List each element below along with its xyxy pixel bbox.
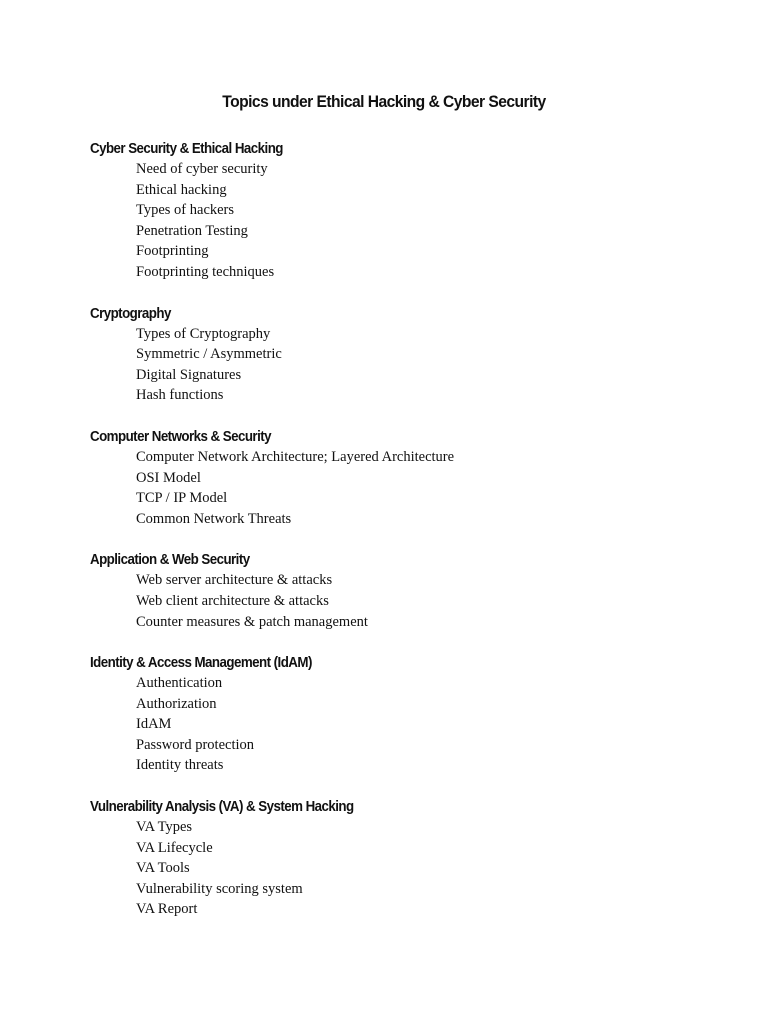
section-vulnerability-analysis <box>90 797 730 920</box>
section-heading: Application & Web Security <box>90 552 250 569</box>
list-item: Need of cyber security <box>136 161 268 177</box>
section-heading: Vulnerability Analysis (VA) & System Hacking <box>90 799 354 816</box>
list-item: Password protection <box>136 736 254 753</box>
list-item: Identity threats <box>136 757 224 774</box>
section-heading: Computer Networks & Security <box>90 428 271 445</box>
page-title: Topics under Ethical Hacking & Cyber Security <box>222 92 546 111</box>
list-item: Counter measures & patch management <box>136 613 368 630</box>
list-item: Digital Signatures <box>136 366 242 383</box>
list-item: Hash functions <box>136 387 224 404</box>
list-item: IdAM <box>136 716 172 733</box>
list-item: Footprinting techniques <box>136 263 275 280</box>
list-item: OSI Model <box>136 469 201 486</box>
list-item: Common Network Threats <box>136 510 292 527</box>
list-item: Symmetric / Asymmetric <box>136 346 282 363</box>
list-item: Footprinting <box>136 243 209 260</box>
section-identity-access <box>90 653 730 776</box>
list-item: Penetration Testing <box>136 222 248 239</box>
list-item: Authorization <box>136 695 217 712</box>
list-item: VA Tools <box>136 860 190 877</box>
list-item: VA Lifecycle <box>136 839 213 856</box>
list-item: Computer Network Architecture; Layered Architecture <box>136 448 455 465</box>
section-cryptography <box>90 304 730 406</box>
section-cyber-security <box>90 139 730 283</box>
list-item: Vulnerability scoring system <box>136 880 303 897</box>
topic-sections <box>90 139 730 941</box>
topic-list <box>90 159 730 283</box>
topic-list <box>90 570 730 632</box>
topic-list <box>90 673 730 776</box>
list-item: Ethical hacking <box>136 181 227 198</box>
list-item: Types of hackers <box>136 202 235 219</box>
list-item: Web client architecture & attacks <box>136 592 329 609</box>
list-item: Authentication <box>136 675 223 692</box>
topic-list <box>90 324 730 406</box>
topic-list <box>90 817 730 920</box>
list-item: VA Types <box>136 819 193 836</box>
section-web-security <box>90 550 730 632</box>
list-item: TCP / IP Model <box>136 490 228 507</box>
section-heading: Identity & Access Management (IdAM) <box>90 655 312 672</box>
list-item: Web server architecture & attacks <box>136 572 333 589</box>
section-heading: Cryptography <box>90 305 171 322</box>
list-item: Types of Cryptography <box>136 325 271 342</box>
section-computer-networks <box>90 427 730 529</box>
section-heading: Cyber Security & Ethical Hacking <box>90 141 283 157</box>
topic-list <box>90 447 730 529</box>
list-item: VA Report <box>136 901 198 918</box>
